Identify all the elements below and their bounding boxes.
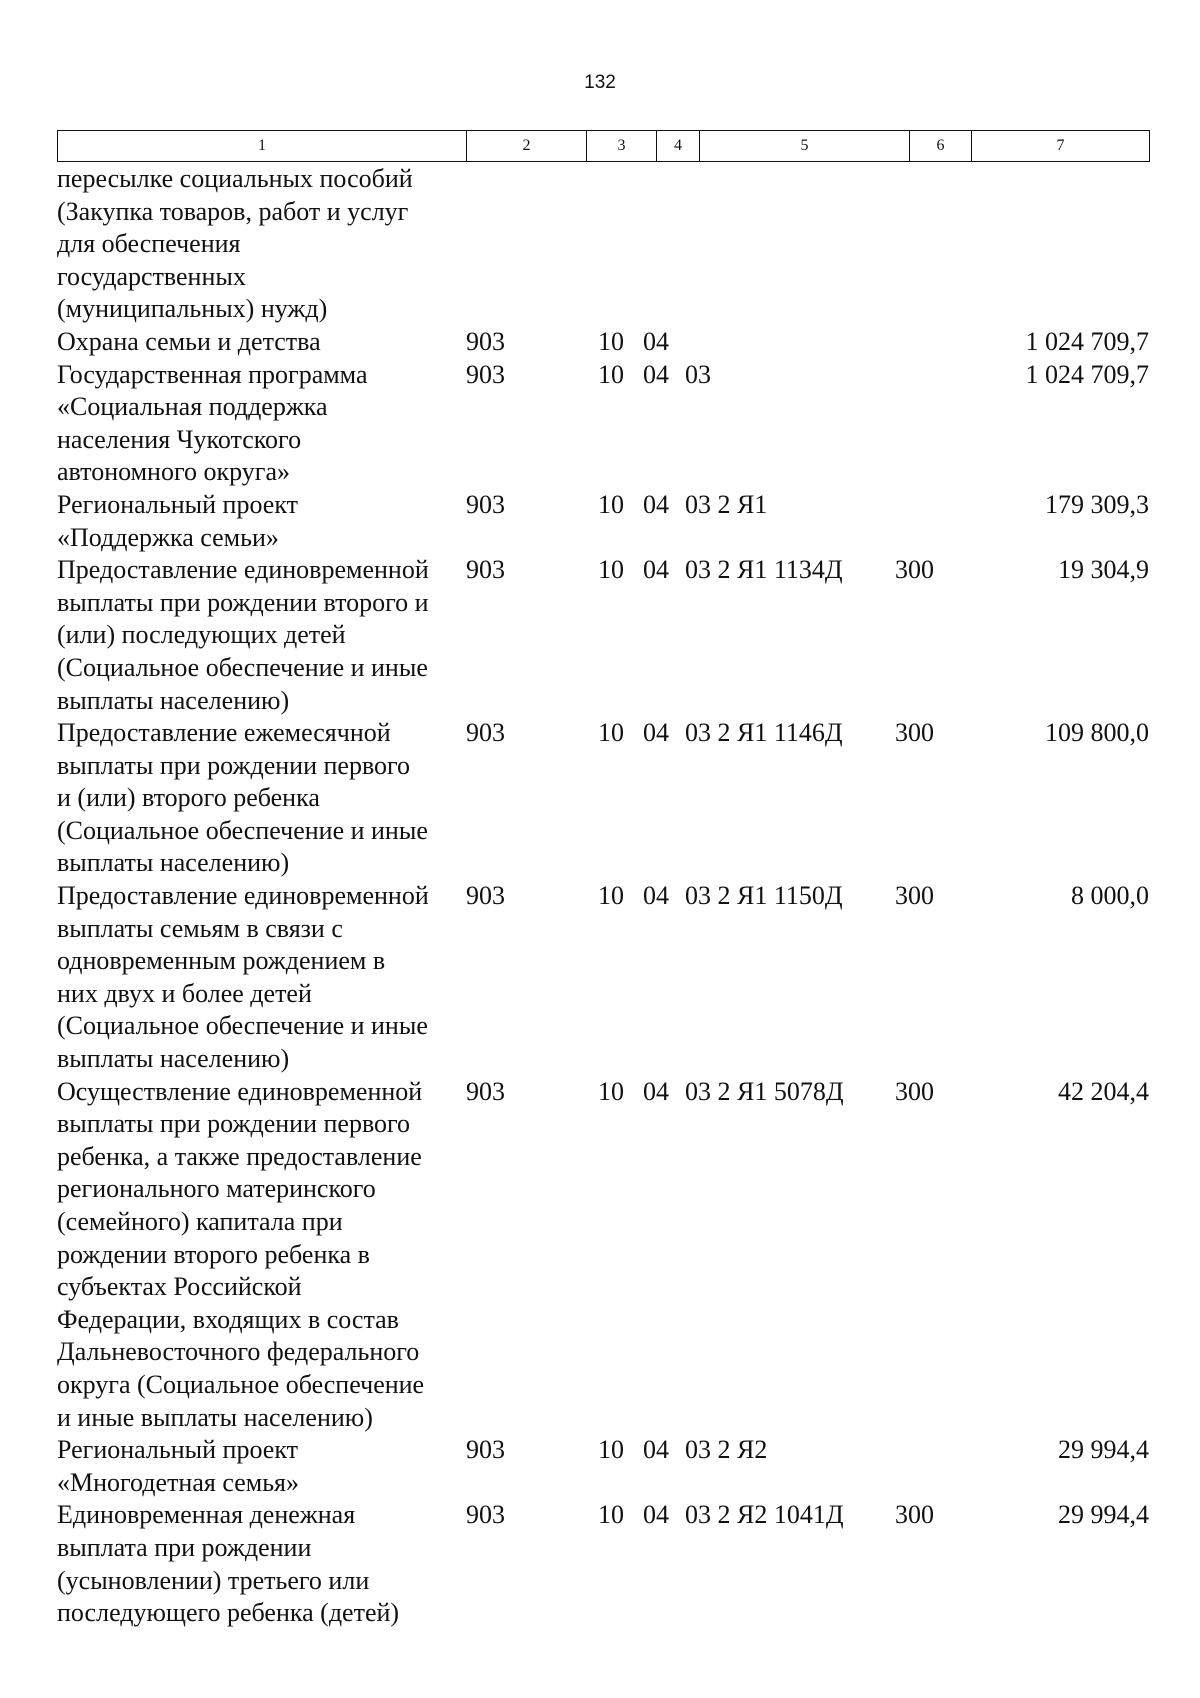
row-target-article-cell	[685, 163, 895, 326]
row-expense-type-cell	[895, 326, 971, 359]
row-amount-cell: 19 304,9	[1058, 555, 1149, 585]
row-expense-type-cell: 300	[895, 1500, 934, 1530]
row-target-article-cell: 03 2 Я2 1041Д	[685, 1500, 844, 1530]
row-subsection-cell: 04	[643, 881, 669, 911]
table-row	[57, 717, 1149, 880]
row-name-cell: Государственная программа «Социальная поддержка населения Чукотского автономного округа»	[57, 359, 368, 487]
row-amount-cell	[971, 163, 1149, 326]
row-section-cell: 10	[598, 489, 624, 519]
table-row	[57, 489, 1149, 554]
page-number: 132	[584, 72, 616, 93]
table-row	[57, 1434, 1149, 1499]
row-expense-type-cell	[895, 163, 971, 326]
row-section-cell: 10	[598, 359, 624, 389]
row-subsection-cell: 04	[643, 1500, 669, 1530]
row-target-article-cell: 03 2 Я1 1150Д	[685, 881, 843, 911]
column-header-2: 2	[467, 131, 587, 162]
row-expense-type-cell: 300	[895, 881, 934, 911]
row-amount-cell: 179 309,3	[1045, 489, 1149, 519]
table-row	[57, 1076, 1149, 1435]
row-ministry-code-cell: 903	[466, 718, 505, 748]
row-amount-cell: 42 204,4	[1058, 1076, 1149, 1106]
row-target-article-cell: 03 2 Я1 5078Д	[685, 1076, 844, 1106]
row-amount-cell: 1 024 709,7	[1025, 359, 1149, 389]
column-header-row	[58, 131, 1150, 162]
row-name-cell: Региональный проект «Многодетная семья»	[57, 1435, 300, 1497]
row-subsection-cell: 04	[643, 359, 669, 389]
row-expense-type-cell: 300	[895, 555, 934, 585]
row-target-article-cell: 03 2 Я2	[685, 1435, 768, 1465]
column-header-6: 6	[910, 131, 972, 162]
row-section-cell: 10	[598, 881, 624, 911]
row-amount-cell: 8 000,0	[1071, 881, 1149, 911]
row-ministry-code-cell: 903	[466, 489, 505, 519]
column-header-3: 3	[587, 131, 657, 162]
row-section-cell	[586, 163, 642, 326]
row-section-cell: 10	[598, 718, 624, 748]
table-row	[57, 359, 1149, 489]
row-target-article-cell: 03	[685, 359, 711, 389]
row-name-cell: Предоставление единовременной выплаты семьям в связи с одновременным рождением в них двух и более детей (Социальное обеспечение и иные выплаты населению)	[57, 881, 429, 1074]
row-section-cell: 10	[598, 326, 624, 356]
table-row	[57, 880, 1149, 1076]
row-section-cell: 10	[598, 555, 624, 585]
row-ministry-code-cell: 903	[466, 881, 505, 911]
row-ministry-code-cell: 903	[466, 359, 505, 389]
row-section-cell: 10	[598, 1076, 624, 1106]
row-amount-cell: 29 994,4	[1058, 1435, 1149, 1465]
row-target-article-cell: 03 2 Я1 1134Д	[685, 555, 843, 585]
row-target-article-cell: 03 2 Я1 1146Д	[685, 718, 843, 748]
row-section-cell: 10	[598, 1435, 624, 1465]
row-target-article-cell	[685, 326, 895, 359]
column-header-4: 4	[657, 131, 700, 162]
row-name-cell: Предоставление единовременной выплаты при рождении второго и (или) последующих детей (Социальное обеспечение и иные выплаты населению)	[57, 555, 429, 715]
row-subsection-cell: 04	[643, 489, 669, 519]
row-amount-cell: 29 994,4	[1058, 1500, 1149, 1530]
row-subsection-cell: 04	[643, 718, 669, 748]
row-ministry-code-cell: 903	[466, 555, 505, 585]
row-section-cell: 10	[598, 1500, 624, 1530]
row-name-cell: Осуществление единовременной выплаты при рождении первого ребенка, а также предоставление регионального материнского (семейного) капитала при рождении второго ребенка в субъектах Российской Федерации, входящих в состав Дальневосточного федерального округа (Социальное обеспечение и иные выплаты населению)	[57, 1076, 425, 1432]
column-header-1: 1	[58, 131, 467, 162]
budget-table-body	[57, 163, 1149, 1630]
row-expense-type-cell	[895, 1434, 971, 1499]
table-row	[57, 326, 1149, 359]
row-name-cell: Охрана семьи и детства	[57, 326, 321, 356]
row-name-cell: Единовременная денежная выплата при рождении (усыновлении) третьего или последующего ребенка (детей)	[57, 1500, 400, 1628]
table-row	[57, 163, 1149, 326]
table-row	[57, 1499, 1149, 1629]
row-expense-type-cell	[895, 359, 971, 489]
column-header-table	[57, 130, 1150, 162]
row-expense-type-cell: 300	[895, 718, 934, 748]
budget-table	[57, 163, 1149, 1630]
row-ministry-code-cell: 903	[466, 1076, 505, 1106]
row-amount-cell: 1 024 709,7	[1025, 326, 1149, 356]
row-name-cell: Региональный проект «Поддержка семьи»	[57, 489, 298, 552]
column-header-7: 7	[972, 131, 1150, 162]
column-header-5: 5	[700, 131, 910, 162]
row-ministry-code-cell: 903	[466, 1500, 505, 1530]
row-ministry-code-cell: 903	[466, 1435, 505, 1465]
row-amount-cell: 109 800,0	[1045, 718, 1149, 748]
row-expense-type-cell	[895, 489, 971, 554]
row-target-article-cell: 03 2 Я1	[685, 489, 768, 519]
row-subsection-cell: 04	[643, 555, 669, 585]
row-expense-type-cell: 300	[895, 1076, 934, 1106]
row-subsection-cell	[642, 163, 685, 326]
table-row	[57, 554, 1149, 717]
row-name-cell: Предоставление ежемесячной выплаты при рождении первого и (или) второго ребенка (Социальное обеспечение и иные выплаты населению)	[57, 718, 428, 878]
row-ministry-code-cell: 903	[466, 326, 505, 356]
row-name-cell: пересылке социальных пособий (Закупка товаров, работ и услуг для обеспечения государственных (муниципальных) нужд)	[57, 164, 413, 324]
row-subsection-cell: 04	[643, 1435, 669, 1465]
row-ministry-code-cell	[466, 163, 586, 326]
row-subsection-cell: 04	[643, 1076, 669, 1106]
row-subsection-cell: 04	[643, 326, 669, 356]
